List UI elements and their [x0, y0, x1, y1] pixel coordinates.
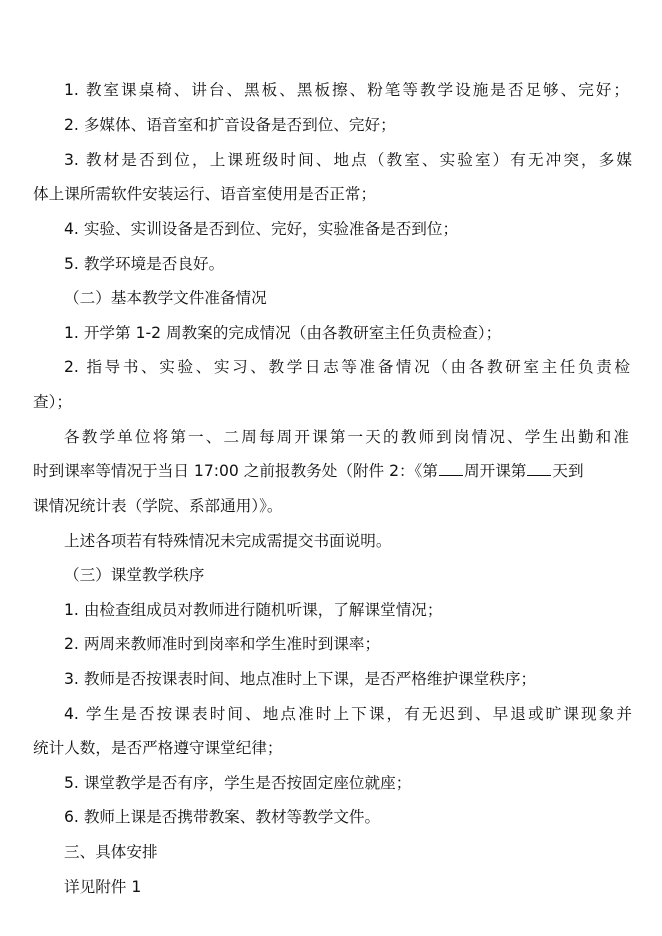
paragraph-2: 上述各项若有特殊情况未完成需提交书面说明。: [64, 532, 392, 550]
checklist-item-3-line-2: 体上课所需软件安装运行、语音室使用是否正常；: [33, 185, 377, 203]
paragraph-1-text-a: 时到课率等情况于当日 17:00 之前报教务处（附件 2：《第: [33, 462, 438, 480]
order-item-6: 6. 教师上课是否携带教案、教材等教学文件。: [64, 808, 381, 826]
order-item-4-line-2: 统计人数，是否严格遵守课堂纪律；: [33, 739, 283, 757]
fill-blank-week: [439, 461, 463, 476]
file-item-1: 1. 开学第 1-2 周教案的完成情况（由各教研室主任负责检查）；: [64, 324, 502, 342]
checklist-item-5: 5. 教学环境是否良好。: [64, 255, 225, 273]
paragraph-1-line-1: 各教学单位将第一、二周每周开课第一天的教师到岗情况、学生出勤和准: [64, 428, 629, 446]
checklist-item-2: 2. 多媒体、语音室和扩音设备是否到位、完好；: [64, 116, 396, 134]
checklist-item-3-line-1: 3. 教材是否到位，上课班级时间、地点（教室、实验室）有无冲突，多媒: [64, 151, 632, 169]
fill-blank-day: [527, 461, 551, 476]
checklist-item-1: 1. 教室课桌椅、讲台、黑板、黑板擦、粉笔等教学设施是否足够、完好；: [64, 81, 629, 99]
file-item-2-line-1: 2. 指导书、实验、实习、教学日志等准备情况（由各教研室主任负责检: [64, 358, 630, 376]
order-item-3: 3. 教师是否按课表时间、地点准时上下课，是否严格维护课堂秩序；: [64, 670, 537, 688]
order-item-1: 1. 由检查组成员对教师进行随机听课，了解课堂情况；: [64, 601, 443, 619]
checklist-item-4: 4. 实验、实训设备是否到位、完好，实验准备是否到位；: [64, 220, 459, 238]
paragraph-1-line-3: 课情况统计表（学院、系部通用）》。: [33, 497, 283, 515]
paragraph-1-text-b: 周开课第: [464, 462, 527, 480]
paragraph-1-line-2: [33, 460, 584, 482]
section-heading-arrangement: 三、具体安排: [64, 843, 158, 861]
section-heading-2: （二）基本教学文件准备情况: [64, 289, 267, 307]
order-item-5: 5. 课堂教学是否有序，学生是否按固定座位就座；: [64, 774, 412, 792]
section-heading-3: （三）课堂教学秩序: [64, 566, 205, 584]
paragraph-1-text-c: 天到: [552, 462, 584, 480]
order-item-2: 2. 两周来教师准时到岗率和学生准时到课率；: [64, 635, 381, 653]
file-item-2-line-2: 查）；: [33, 393, 72, 411]
appendix-reference: 详见附件 1: [64, 878, 142, 896]
order-item-4-line-1: 4. 学生是否按课表时间、地点准时上下课，有无迟到、早退或旷课现象并: [64, 705, 632, 723]
